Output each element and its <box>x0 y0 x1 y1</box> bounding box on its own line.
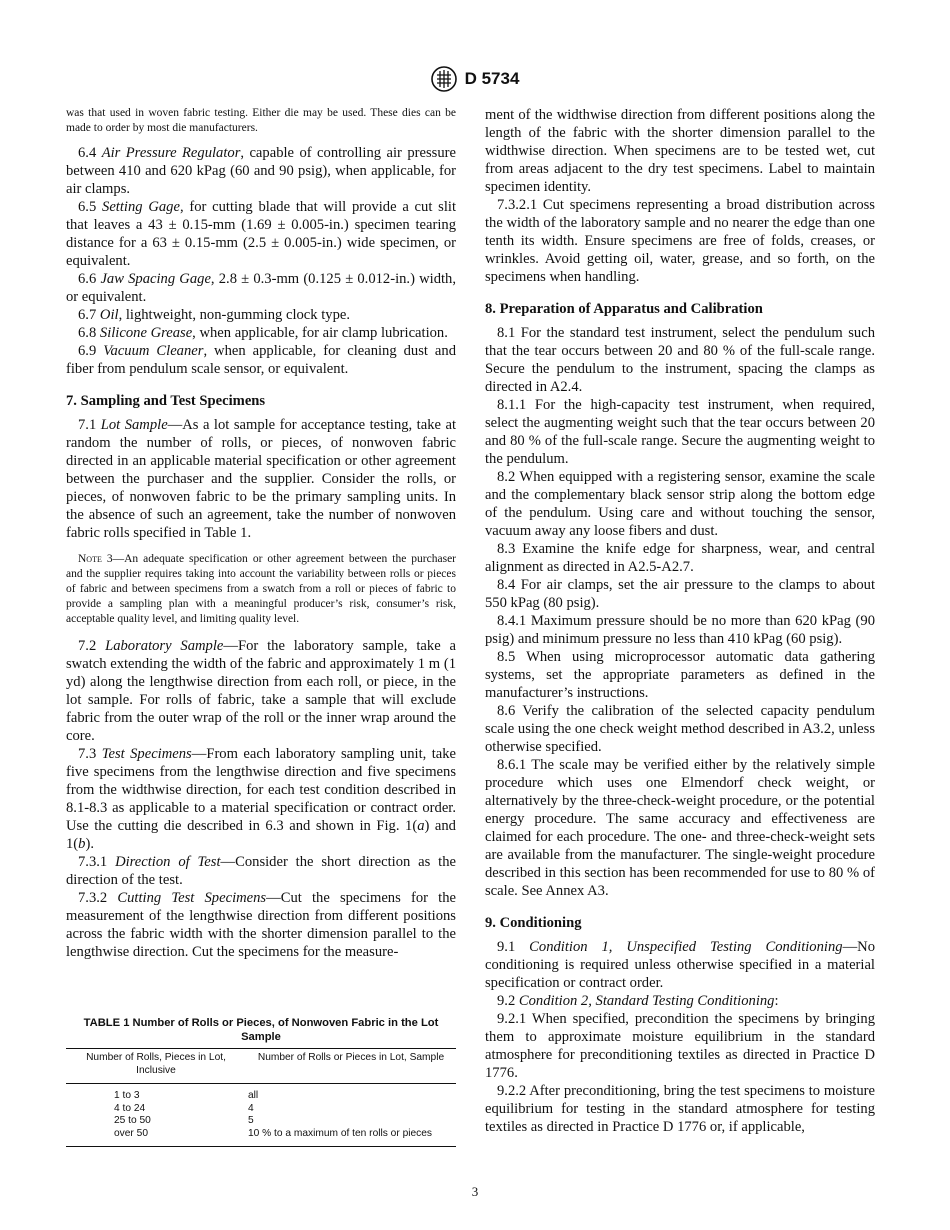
section-8-2: 8.2 When equipped with a registering sensor, examine the scale and the complementary black sensor strip along the bottom edge of the pendulum. Using care and without touching the sensor, vacuum away any loose fibers and dust. <box>485 469 875 539</box>
table-row <box>66 1103 456 1116</box>
section-9-1: 9.1 Condition 1, Unspecified Testing Conditioning—No conditioning is required unless otherwise specified in a material specification or contract order. <box>485 939 875 991</box>
right-column <box>485 106 875 1136</box>
paragraph: ment of the widthwise direction from different positions along the length of the fabric with the shorter dimension parallel to the widthwise direction. When specimens are to be tested wet, cut from areas adjacent to the dry test specimens. Label to maintain specimen identity. <box>485 107 875 195</box>
table-header-sample: Number of Rolls or Pieces in Lot, Sample <box>246 1049 456 1084</box>
table-cell-sample: 4 <box>248 1102 254 1114</box>
table-cell-sample: 10 % to a maximum of ten rolls or pieces <box>246 1128 456 1147</box>
page-header <box>0 66 950 92</box>
table-row <box>66 1128 456 1147</box>
section-8-4: 8.4 For air clamps, set the air pressure to the clamps to about 550 kPag (80 psig). <box>485 577 875 611</box>
section-6-5: 6.5 Setting Gage, for cutting blade that will provide a cut slit that leaves a 43 ± 0.15-mm (1.69 ± 0.005-in.) specimen tearing distance for a 63 ± 0.15-mm (2.5 ± 0.005-in.) wide specimen, or equivalent. <box>66 199 457 269</box>
paragraph: was that used in woven fabric testing. Either die may be used. These dies can be made to order by most die manufacturers. <box>66 107 456 134</box>
table-cell-lot: 25 to 50 <box>114 1115 151 1126</box>
section-6-6: 6.6 Jaw Spacing Gage, 2.8 ± 0.3-mm (0.125 ± 0.012-in.) width, or equivalent. <box>66 271 456 305</box>
section-6-7: 6.7 Oil, lightweight, non-gumming clock type. <box>78 307 351 323</box>
section-8-3: 8.3 Examine the knife edge for sharpness, wear, and central alignment as directed in A2.5-A2.7. <box>485 541 875 575</box>
section-7-3: 7.3 Test Specimens—From each laboratory sampling unit, take five specimens from the lengthwise direction and five specimens from the widthwise direction, for each test condition described in 8.1-8.3 as applicable to a material specification or contract order. Use the cutting die described in 6.3 and shown in Fig. 1(a) and 1(b). <box>66 746 457 852</box>
left-column <box>66 106 456 961</box>
table-cell-lot: 4 to 24 <box>114 1102 146 1114</box>
table-cell-lot: 1 to 3 <box>114 1090 140 1101</box>
section-9-2: 9.2 Condition 2, Standard Testing Conditioning: <box>497 993 779 1009</box>
section-7-3-1: 7.3.1 Direction of Test—Consider the short direction as the direction of the test. <box>66 854 457 888</box>
section-9-2-1: 9.2.1 When specified, precondition the specimens by bringing them to approximate moisture equilibrium in the standard atmosphere for preconditioning textiles as directed in Practice D 1776. <box>485 1011 875 1081</box>
table-row <box>66 1084 456 1103</box>
table-1-grid <box>66 1048 456 1147</box>
section-heading-7: 7. Sampling and Test Specimens <box>66 393 266 409</box>
section-6-8: 6.8 Silicone Grease, when applicable, for air clamp lubrication. <box>78 325 448 341</box>
section-8-1: 8.1 For the standard test instrument, select the pendulum such that the tear occurs between 20 and 80 % of the full-scale range. Secure the pendulum to the instrument, spacing the clamps as directed in A2.4. <box>485 325 875 395</box>
section-8-4-1: 8.4.1 Maximum pressure should be no more than 620 kPag (90 psig) and minimum pressure no less than 410 kPag (60 psig). <box>485 613 875 647</box>
section-7-2: 7.2 Laboratory Sample—For the laboratory sample, take a swatch extending the width of the fabric and approximately 1 m (1 yd) along the lengthwise direction from each roll, or piece, in the lot sample. For rolls of fabric, take a sample that will exclude fabric from the outer wrap of the roll or the inner wrap around the core. <box>66 638 456 744</box>
table-row <box>66 1115 456 1128</box>
section-7-3-2-1: 7.3.2.1 Cut specimens representing a broad distribution across the width of the laboratory sample and no nearer the edge than one tenth its width. Ensure specimens are free of folds, creases, or wrinkles. Avoid getting oil, water, grease, and so forth, on the specimens when handling. <box>485 197 875 285</box>
section-8-6: 8.6 Verify the calibration of the selected capacity pendulum scale using the one check weight method described in A3.2, unless otherwise specified. <box>485 703 875 755</box>
table-cell-sample: 5 <box>248 1115 254 1126</box>
astm-logo-icon <box>431 66 457 92</box>
table-header-lot: Number of Rolls, Pieces in Lot, Inclusive <box>66 1049 246 1084</box>
section-7-3-2: 7.3.2 Cutting Test Specimens—Cut the specimens for the measurement of the lengthwise direction from different positions across the fabric width with the shorter dimension parallel to the lengthwise direction. Cut the specimens for the measure- <box>66 890 456 960</box>
section-7-1: 7.1 Lot Sample—As a lot sample for acceptance testing, take at random the number of rolls, or pieces, of nonwoven fabric directed in an applicable material specification or other agreement between the purchaser and the supplier. Consider the rolls, or pieces, of nonwoven fabric to be the primary sampling units. In the absence of such an agreement, take the number of nonwoven fabric rolls specified in Table 1. <box>66 417 456 541</box>
page-number: 3 <box>471 1184 479 1199</box>
section-8-6-1: 8.6.1 The scale may be verified either by the relatively simple procedure which uses one Elmendorf check weight, or alternatively by the three-check-weight procedure, or the potential energy procedure. The same accuracy and effectiveness are claimed for each procedure. The one- and three-check-weight sets are available from the manufacturer. The single-weight procedure described in this section has been recommended for use to 80 % of scale. See Annex A3. <box>485 757 875 899</box>
section-8-1-1: 8.1.1 For the high-capacity test instrument, when required, select the augmenting weight such that the tear occurs between 20 and 80 % of the full-scale range. Secure the augmenting weight to the pendulum. <box>485 397 875 467</box>
section-heading-8: 8. Preparation of Apparatus and Calibration <box>485 301 763 317</box>
section-heading-9: 9. Conditioning <box>485 915 582 931</box>
section-6-9: 6.9 Vacuum Cleaner, when applicable, for cleaning dust and fiber from pendulum scale sensor, or equivalent. <box>66 343 457 377</box>
note-3: Note 3—An adequate specification or other agreement between the purchaser and the supplier requires taking into account the variability between rolls or pieces of fabric and between specimens from a swatch from a roll or pieces of fabric to provide a sampling plan with a meaningful producer’s risk, consumer’s risk, acceptable quality level, and limiting quality level. <box>66 553 457 625</box>
section-9-2-2: 9.2.2 After preconditioning, bring the test specimens to moisture equilibrium for testing in the standard atmosphere for testing textiles as directed in Practice D 1776 or, if applicable, <box>485 1083 875 1135</box>
section-6-4: 6.4 Air Pressure Regulator, capable of controlling air pressure between 410 and 620 kPag (60 and 90 psig), when applicable, for air clamps. <box>66 145 456 197</box>
table-title: TABLE 1 Number of Rolls or Pieces, of Nonwoven Fabric in the Lot Sample <box>83 1017 439 1043</box>
designation: D 5734 <box>464 69 520 88</box>
table-1 <box>66 1016 456 1147</box>
table-cell-lot: over 50 <box>66 1128 246 1147</box>
table-cell-sample: all <box>248 1090 259 1101</box>
section-8-5: 8.5 When using microprocessor automatic data gathering systems, set the appropriate parameters as defined in the manufacturer’s instructions. <box>485 649 875 701</box>
